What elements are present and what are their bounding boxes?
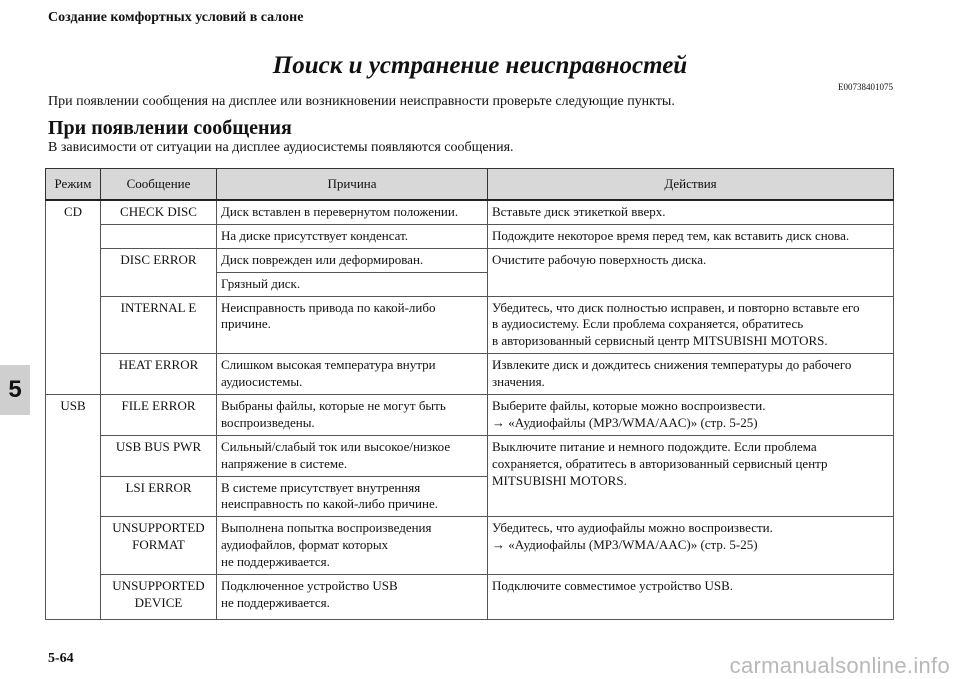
header-message: Сообщение: [101, 169, 217, 201]
message-cell: [101, 248, 217, 296]
message-cell: [101, 476, 217, 517]
cause-text: Выбраны файлы, которые не могут быть: [221, 398, 446, 414]
message-cell: [101, 224, 217, 248]
table-row: [46, 575, 894, 620]
watermark: carmanualsonline.info: [729, 653, 950, 678]
message-text: DISC ERROR: [120, 251, 197, 267]
cause-text: Диск вставлен в перевернутом положении.: [221, 204, 459, 219]
cause-cell: [217, 517, 488, 575]
cause-cell: [217, 395, 488, 436]
subsection-intro: В зависимости от ситуации на дисплее аудиосистемы появляются сообщения.: [48, 140, 514, 155]
message-cell: [101, 575, 217, 620]
header-mode: Режим: [46, 169, 101, 201]
table-row: [46, 517, 894, 575]
message-cell: [101, 296, 217, 354]
action-cell: [488, 354, 894, 395]
cause-cell: [217, 296, 488, 354]
page-number: 5-64: [48, 651, 74, 666]
action-text: Убедитесь, что диск полностью исправен, и повторно вставьте его: [492, 299, 860, 315]
table-row: [46, 224, 894, 248]
table-row: [46, 200, 894, 224]
troubleshooting-table: [45, 168, 894, 620]
message-text: DEVICE: [134, 594, 183, 610]
message-text: LSI ERROR: [125, 479, 192, 495]
cause-cell: [217, 354, 488, 395]
cause-text: Выполнена попытка воспроизведения: [221, 520, 432, 536]
action-text: Убедитесь, что аудиофайлы можно воспроизвести.: [492, 520, 773, 536]
cause-text: неисправность по какой-либо причине.: [221, 496, 438, 512]
mode-cell: USB: [46, 395, 101, 620]
action-text: → «Аудиофайлы (MP3/WMA/AAC)» (стр. 5-25): [492, 537, 758, 553]
cause-cell: [217, 575, 488, 620]
section-title: Поиск и устранение неисправностей: [272, 52, 688, 79]
table-row: [46, 296, 894, 354]
cause-cell: [217, 272, 488, 296]
cause-text: Неисправность привода по какой-либо: [221, 299, 436, 315]
cause-cell: [217, 476, 488, 517]
message-cell: [101, 435, 217, 476]
cause-text: напряжение в системе.: [221, 455, 348, 471]
message-cell: [101, 354, 217, 395]
message-text: UNSUPPORTED: [112, 578, 205, 594]
cause-text: причине.: [221, 316, 271, 332]
cause-text: Слишком высокая температура внутри: [221, 357, 436, 373]
cause-text: аудиофайлов, формат которых: [221, 537, 389, 553]
document-code: E00738401075: [838, 82, 893, 92]
cause-text: не поддерживается.: [221, 594, 330, 610]
action-text: Вставьте диск этикеткой вверх.: [492, 204, 666, 219]
action-text: MITSUBISHI MOTORS.: [492, 472, 627, 488]
action-cell: [488, 575, 894, 620]
action-text: Подключите совместимое устройство USB.: [492, 578, 734, 594]
message-cell: [101, 517, 217, 575]
action-text: Выключите питание и немного подождите. Если проблема: [492, 438, 817, 454]
action-cell: [488, 395, 894, 436]
action-text: Подождите некоторое время перед тем, как вставить диск снова.: [492, 227, 850, 243]
cause-text: Диск поврежден или деформирован.: [221, 251, 424, 267]
cause-cell: [217, 224, 488, 248]
message-text: FORMAT: [132, 537, 185, 553]
action-cell: [488, 224, 894, 248]
action-text: в авторизованный сервисный центр MITSUBISHI MOTORS.: [492, 333, 828, 349]
table-row: [46, 354, 894, 395]
cause-text: не поддерживается.: [221, 554, 330, 570]
cause-cell: [217, 435, 488, 476]
message-text: HEAT ERROR: [118, 357, 199, 373]
table-row: [46, 248, 894, 272]
table-header-row: [46, 169, 894, 201]
cause-cell: [217, 248, 488, 272]
cause-text: Грязный диск.: [221, 275, 301, 291]
cause-text: В системе присутствует внутренняя: [221, 479, 421, 495]
cause-text: Сильный/слабый ток или высокое/низкое: [221, 438, 451, 454]
chapter-tab: 5: [0, 365, 30, 415]
action-text: → «Аудиофайлы (MP3/WMA/AAC)» (стр. 5-25): [492, 414, 758, 430]
message-text: USB BUS PWR: [115, 438, 202, 454]
action-cell: [488, 517, 894, 575]
cause-cell: [217, 200, 488, 224]
header-cause: Причина: [217, 169, 488, 201]
action-cell: [488, 296, 894, 354]
action-text: Выберите файлы, которые можно воспроизвести.: [492, 398, 766, 414]
table-row: [46, 395, 894, 436]
action-text: Извлеките диск и дождитесь снижения температуры до рабочего: [492, 357, 852, 373]
action-text: сохраняется, обратитесь в авторизованный сервисный центр: [492, 455, 828, 471]
table-row: [46, 435, 894, 476]
message-cell: [101, 200, 217, 224]
message-text: UNSUPPORTED: [112, 520, 205, 536]
action-cell: [488, 248, 894, 296]
action-cell: [488, 200, 894, 224]
cause-text: Подключенное устройство USB: [221, 578, 398, 594]
subsection-title: При появлении сообщения: [48, 117, 292, 139]
cause-text: На диске присутствует конденсат.: [221, 227, 409, 243]
message-cell: [101, 395, 217, 436]
action-text: значения.: [492, 374, 545, 390]
action-text: в аудиосистему. Если проблема сохраняется, обратитесь: [492, 316, 804, 332]
message-text: FILE ERROR: [121, 398, 196, 414]
message-text: INTERNAL E: [120, 299, 197, 315]
action-cell: [488, 435, 894, 517]
section-intro: При появлении сообщения на дисплее или возникновении неисправности проверьте следующие пункты.: [48, 94, 675, 109]
running-header: Создание комфортных условий в салоне: [48, 10, 304, 25]
action-text: Очистите рабочую поверхность диска.: [492, 251, 707, 267]
message-text: CHECK DISC: [120, 204, 197, 219]
cause-text: воспроизведены.: [221, 414, 315, 430]
mode-cell: CD: [46, 200, 101, 395]
header-action: Действия: [488, 169, 894, 201]
cause-text: аудиосистемы.: [221, 374, 303, 390]
